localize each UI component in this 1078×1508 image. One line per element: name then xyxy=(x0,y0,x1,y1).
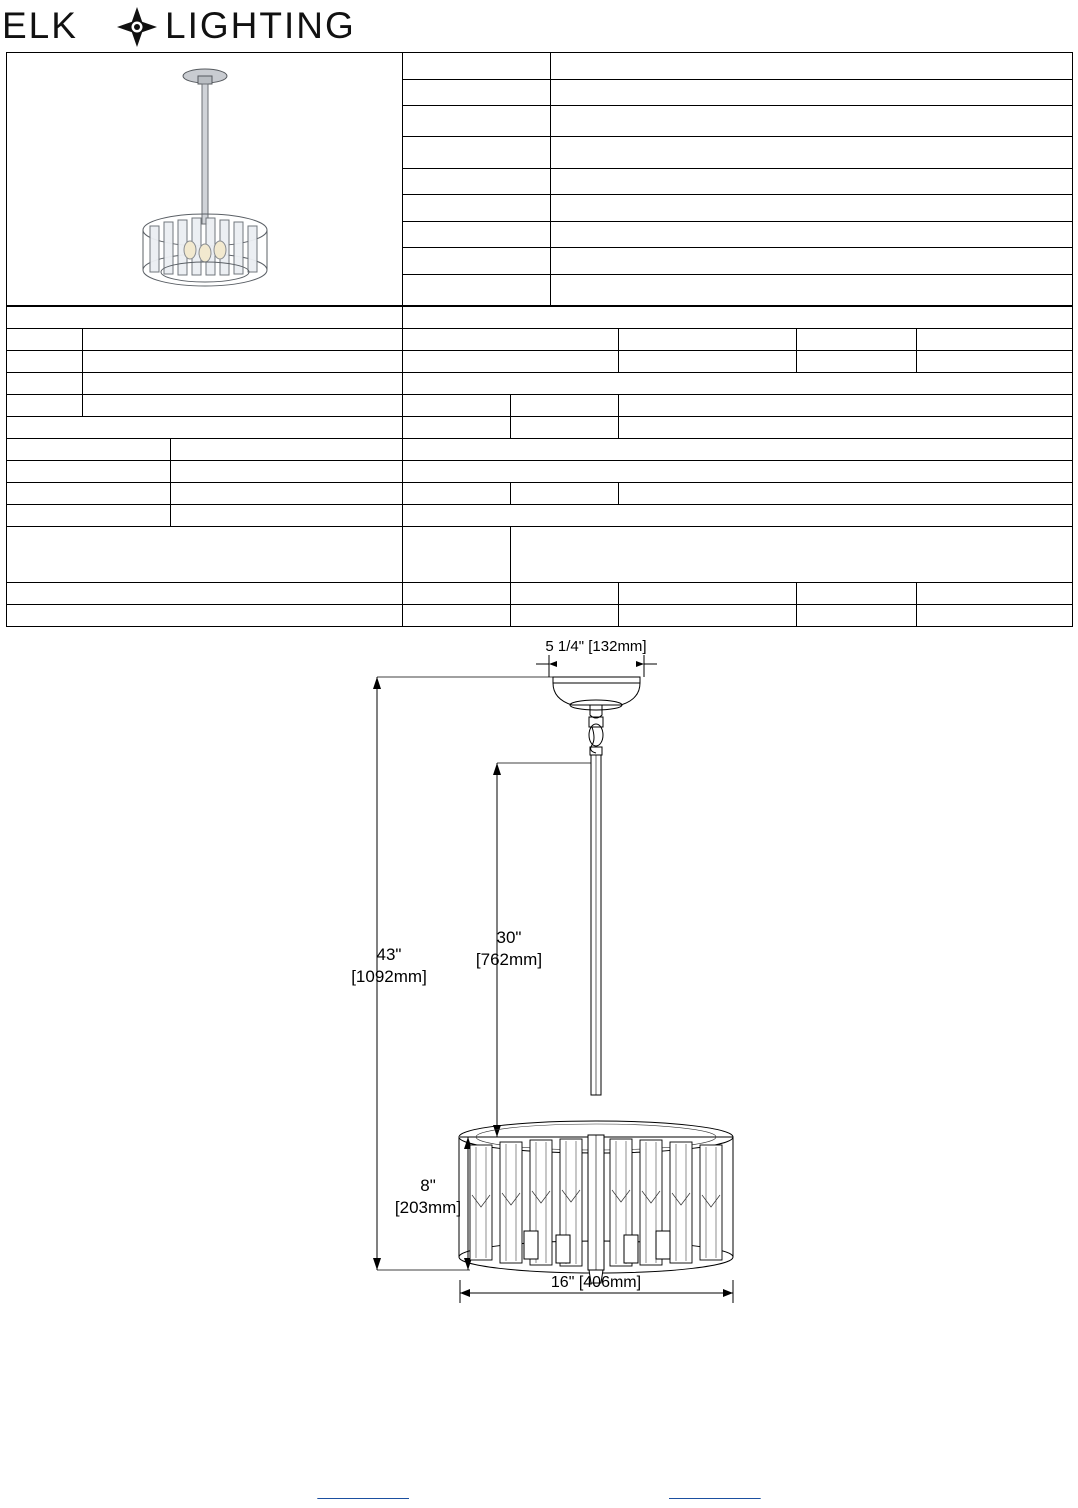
row-m-c1 xyxy=(7,605,403,627)
row-i-c3 xyxy=(403,483,511,505)
row-e-c1 xyxy=(7,395,83,417)
row-i-c5 xyxy=(619,483,1073,505)
row-j-c2 xyxy=(171,505,403,527)
overall-height-label-1: 43" xyxy=(376,945,402,964)
spec-value-5 xyxy=(551,168,1073,195)
row-b-c4 xyxy=(619,329,797,351)
row-m-c3 xyxy=(511,605,619,627)
table-row xyxy=(7,583,1073,605)
table-row xyxy=(7,605,1073,627)
svg-text:ELK: ELK xyxy=(2,5,78,46)
canopy-width-label: 5 1/4" [132mm] xyxy=(545,638,647,655)
spec-value-1 xyxy=(551,53,1073,80)
footer-links xyxy=(0,1488,1078,1500)
row-l-c3 xyxy=(511,583,619,605)
row-e-c4 xyxy=(511,395,619,417)
row-b-c1 xyxy=(7,329,83,351)
spec-value-8 xyxy=(551,248,1073,275)
row-d-c2 xyxy=(83,373,403,395)
table-row xyxy=(7,461,1073,483)
row-k-left xyxy=(7,527,403,583)
table-row xyxy=(7,417,1073,439)
product-image-cell xyxy=(7,53,403,306)
table-row xyxy=(7,505,1073,527)
spec-table-bottom xyxy=(6,306,1073,627)
spec-label-5 xyxy=(403,168,551,195)
table-row xyxy=(7,307,1073,329)
row-k-right xyxy=(511,527,1073,583)
row-e-c2 xyxy=(83,395,403,417)
table-row xyxy=(7,329,1073,351)
row-i-c1 xyxy=(7,483,171,505)
row-h-c2 xyxy=(171,461,403,483)
row-m-c2 xyxy=(403,605,511,627)
spec-value-9 xyxy=(551,274,1073,305)
spec-label-6 xyxy=(403,195,551,222)
spec-value-6 xyxy=(551,195,1073,222)
row-l-c5 xyxy=(797,583,917,605)
row-c-c3 xyxy=(403,351,619,373)
product-thumbnail xyxy=(11,54,398,304)
row-b-c2 xyxy=(83,329,403,351)
dimension-drawing-svg xyxy=(0,635,1078,1355)
row-b-c6 xyxy=(917,329,1073,351)
dimension-drawing xyxy=(0,635,1078,1355)
row-d-c3 xyxy=(403,373,1073,395)
spec-value-3 xyxy=(551,106,1073,137)
row-l-c1 xyxy=(7,583,403,605)
spec-label-8 xyxy=(403,248,551,275)
table-row xyxy=(7,351,1073,373)
row-f-c3 xyxy=(511,417,619,439)
footer-link-left[interactable] xyxy=(317,1488,409,1500)
row-g-c2 xyxy=(171,439,403,461)
row-b-c5 xyxy=(797,329,917,351)
row-m-c5 xyxy=(797,605,917,627)
overall-height-label-2: [1092mm] xyxy=(351,967,427,986)
row-a-c1 xyxy=(7,307,403,329)
row-k-mid xyxy=(403,527,511,583)
elk-lighting-logo-svg xyxy=(2,5,402,51)
footer-link-right[interactable] xyxy=(669,1488,761,1500)
spec-label-1 xyxy=(403,53,551,80)
row-c-c5 xyxy=(797,351,917,373)
row-l-c6 xyxy=(917,583,1073,605)
page-header xyxy=(0,0,1078,52)
row-h-c3 xyxy=(403,461,1073,483)
row-j-c1 xyxy=(7,505,171,527)
spec-value-4 xyxy=(551,137,1073,168)
row-m-c6 xyxy=(917,605,1073,627)
chandelier-thumbnail-svg xyxy=(90,54,320,304)
row-g-c1 xyxy=(7,439,171,461)
row-c-c2 xyxy=(83,351,403,373)
row-g-c3 xyxy=(403,439,1073,461)
spec-label-4 xyxy=(403,137,551,168)
row-l-c4 xyxy=(619,583,797,605)
row-e-c5 xyxy=(619,395,1073,417)
row-c-c1 xyxy=(7,351,83,373)
spec-label-9 xyxy=(403,274,551,305)
row-e-c3 xyxy=(403,395,511,417)
body-width-label: 16" [406mm] xyxy=(550,1274,642,1291)
stem-length-label-2: [762mm] xyxy=(475,950,543,969)
spec-value-2 xyxy=(551,79,1073,106)
table-row xyxy=(7,53,1073,80)
table-row xyxy=(7,483,1073,505)
spec-value-7 xyxy=(551,221,1073,248)
spec-table-top xyxy=(6,52,1073,306)
table-row xyxy=(7,439,1073,461)
body-height-label-1: 8" xyxy=(420,1176,436,1195)
spec-label-2 xyxy=(403,79,551,106)
row-f-c4 xyxy=(619,417,1073,439)
spec-label-7 xyxy=(403,221,551,248)
row-b-c3 xyxy=(403,329,619,351)
stem-length-label-1: 30" xyxy=(496,928,522,947)
brand-logo xyxy=(2,5,402,51)
row-m-c4 xyxy=(619,605,797,627)
row-f-c2 xyxy=(403,417,511,439)
row-d-c1 xyxy=(7,373,83,395)
row-a-c2 xyxy=(403,307,1073,329)
spec-label-3 xyxy=(403,106,551,137)
table-row xyxy=(7,395,1073,417)
table-row xyxy=(7,373,1073,395)
row-l-c2 xyxy=(403,583,511,605)
row-c-c6 xyxy=(917,351,1073,373)
row-c-c4 xyxy=(619,351,797,373)
row-j-c3 xyxy=(403,505,1073,527)
row-h-c1 xyxy=(7,461,171,483)
row-i-c4 xyxy=(511,483,619,505)
elk-diamond-icon xyxy=(117,7,157,47)
body-height-label-2: [203mm] xyxy=(394,1198,462,1217)
row-i-c2 xyxy=(171,483,403,505)
svg-text:LIGHTING: LIGHTING xyxy=(165,5,356,46)
row-f-c1 xyxy=(7,417,403,439)
